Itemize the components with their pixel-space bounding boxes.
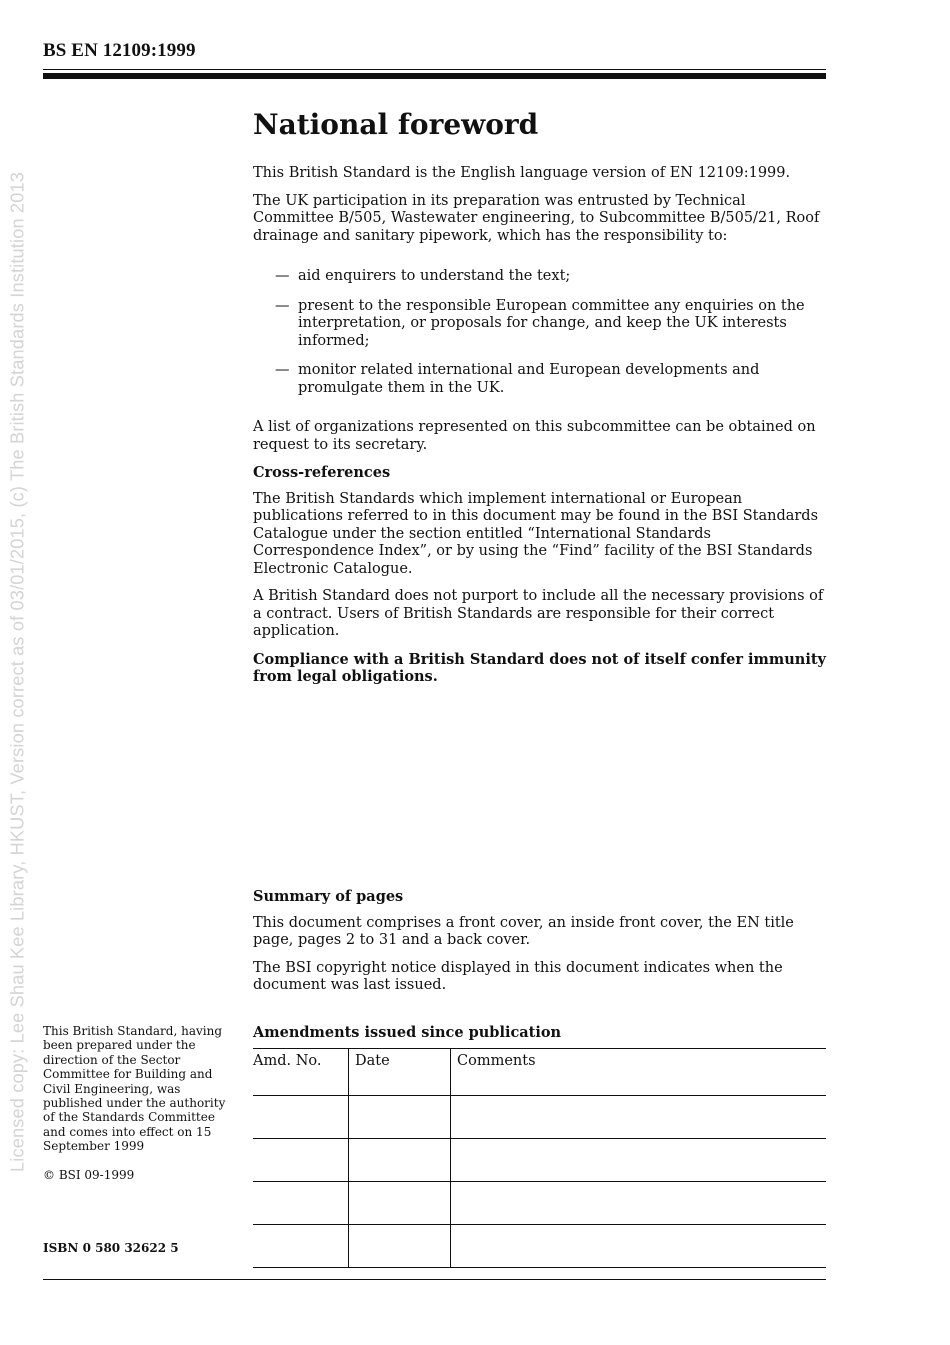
amendments-table — [253, 1048, 826, 1268]
summary-heading: Summary of pages — [253, 888, 404, 905]
copyright-notice-paragraph: The BSI copyright notice displayed in this document indicates when the document was last issued. — [253, 959, 783, 993]
table-row — [253, 1096, 826, 1139]
table-row — [253, 1182, 826, 1225]
cross-references-paragraph: The British Standards which implement international or European publications referred to in this document may be found in the BSI Standards Catalogue under the section entitled “International Standards Correspondence Index”, or by using the “Find” facility of the BSI Standards Electronic Catalogue. — [253, 490, 819, 577]
document-id: BS EN 12109:1999 — [43, 40, 196, 61]
list-item: — aid enquirers to understand the text; — [275, 268, 571, 284]
responsibility-list — [253, 268, 828, 397]
dash-marker: — — [275, 268, 290, 284]
table-header-row — [253, 1049, 826, 1096]
column-header-comments: Comments — [451, 1049, 827, 1096]
list-item: — present to the responsible European committee any enquiries on the interpretation, or proposals for change, and keep the UK interests informed; — [275, 297, 805, 349]
cross-references-heading: Cross-references — [253, 464, 391, 481]
table-row — [253, 1139, 826, 1182]
list-item: — monitor related international and European developments and promulgate them in the UK. — [275, 362, 760, 396]
copyright: © BSI 09-1999 — [43, 1168, 135, 1182]
dash-marker: — — [275, 362, 290, 378]
column-header-date: Date — [349, 1049, 451, 1096]
license-watermark: Licensed copy: Lee Shau Kee Library, HKUST, Version correct as of 03/01/2015, (c) The British Standards Institution 2013 — [7, 172, 28, 1172]
dash-marker: — — [275, 297, 290, 314]
page-title: National foreword — [253, 108, 539, 141]
intro-paragraph: This British Standard is the English language version of EN 12109:1999. — [253, 165, 791, 181]
header-rule-thin — [43, 69, 826, 70]
footer-rule — [43, 1279, 826, 1280]
summary-paragraph: This document comprises a front cover, an inside front cover, the EN title page, pages 2 to 31 and a back cover. — [253, 914, 794, 948]
isbn: ISBN 0 580 32622 5 — [43, 1241, 179, 1255]
organizations-paragraph: A list of organizations represented on this subcommittee can be obtained on request to its secretary. — [253, 419, 816, 453]
contract-paragraph: A British Standard does not purport to include all the necessary provisions of a contract. Users of British Standards are responsible for their correct application. — [253, 588, 824, 639]
amendments-title: Amendments issued since publication — [253, 1024, 562, 1041]
national-foreword — [253, 108, 828, 696]
table-row — [253, 1225, 826, 1268]
header-rule-thick — [43, 73, 826, 79]
compliance-statement: Compliance with a British Standard does not of itself confer immunity from legal obligations. — [253, 650, 826, 685]
publication-note: This British Standard, having been prepared under the direction of the Sector Committee for Building and Civil Engineering, was published under the authority of the Standards Committee and comes into effect on 15 September 1999 — [43, 1024, 226, 1154]
column-header-amd-no: Amd. No. — [253, 1049, 349, 1096]
participation-paragraph: The UK participation in its preparation was entrusted by Technical Committee B/505, Wastewater engineering, to Subcommittee B/505/21, Roof drainage and sanitary pipework, which has the responsibility to: — [253, 192, 820, 244]
summary-of-pages — [253, 888, 828, 1005]
